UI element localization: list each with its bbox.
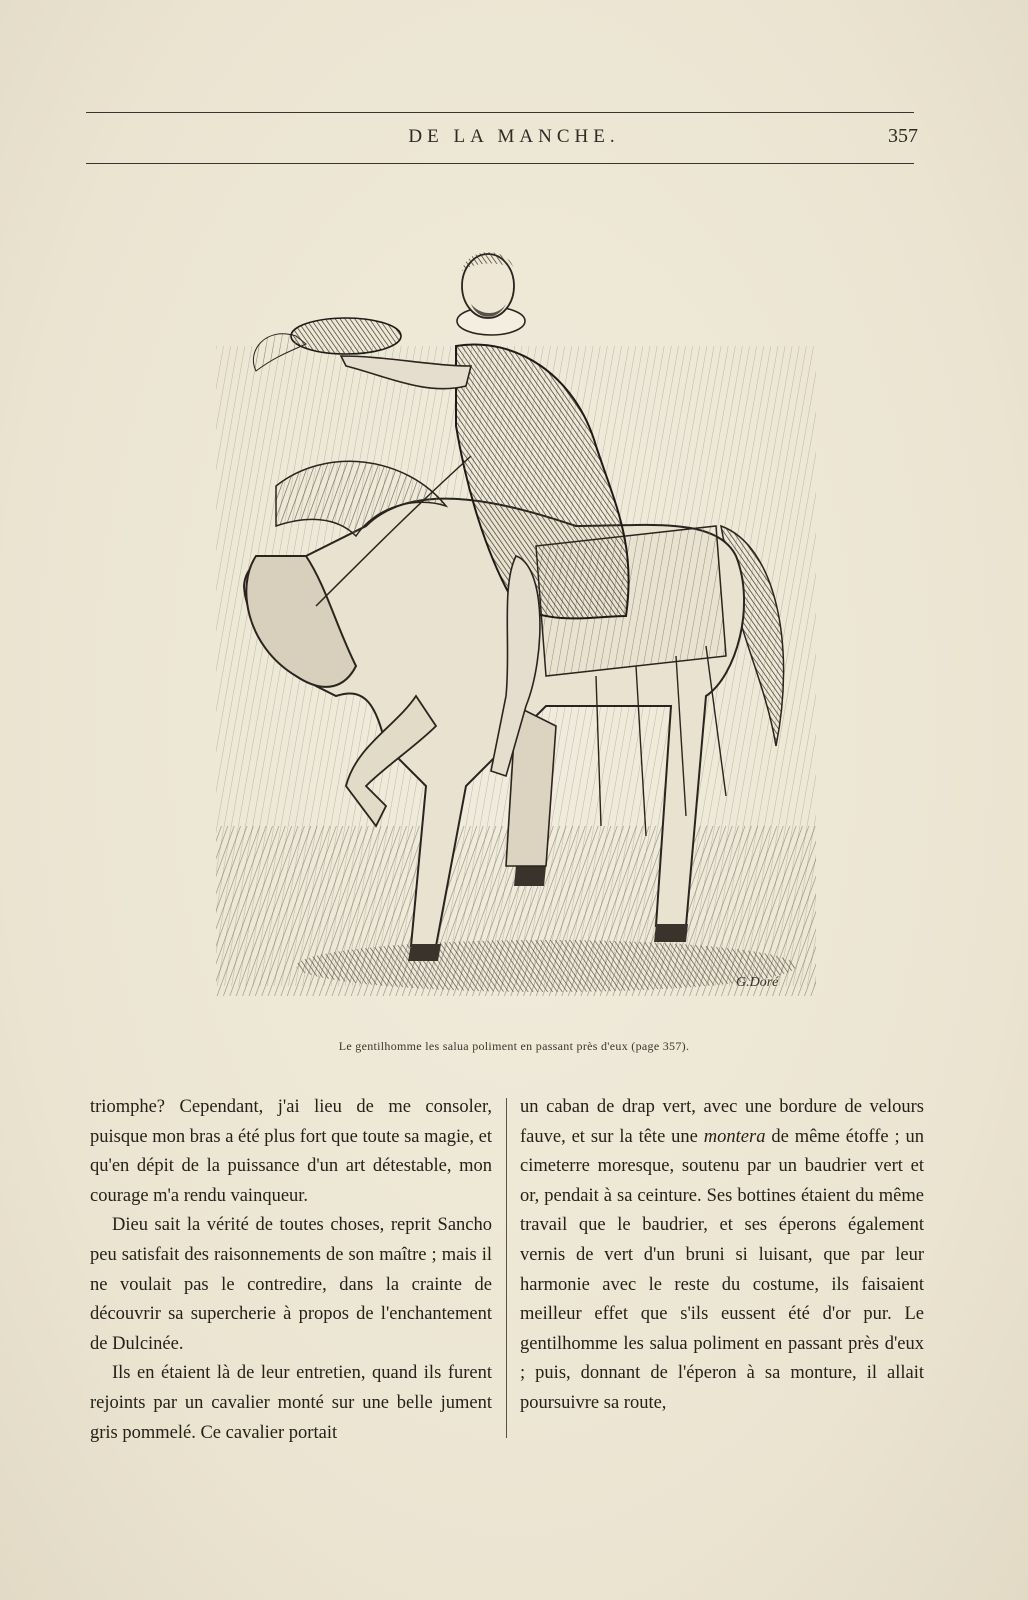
left-paragraph-3: Ils en étaient là de leur entretien, quand ils furent rejoints par un cavalier monté sur une belle jument gris pommelé. Ce cavalier portait bbox=[90, 1363, 492, 1443]
right-text-part-b: de même étoffe ; un cimeterre moresque, soutenu par un baudrier vert et or, pendait à sa ceinture. Ses bottines étaient du même travail que le baudrier, et ses éperons également vernis de vert d'un bruni si luisant, que par leur harmonie avec le reste du costume, ils faisaient meilleur effet que s'ils eussent été d'or pur. Le gentilhomme les salua poliment en passant près d'eux ; puis, donnant de l'éperon à sa monture, il allait poursuivre sa route, bbox=[520, 1126, 925, 1413]
running-header: DE LA MANCHE. bbox=[408, 126, 620, 147]
illustration-caption: Le gentilhomme les salua poliment en passant près d'eux (page 357). bbox=[338, 1039, 690, 1053]
right-text-column bbox=[520, 1093, 924, 1419]
right-text-part-a: un caban de drap vert, avec une bordure de velours fauve, et sur la tête une bbox=[520, 1097, 924, 1147]
header-rule-bottom bbox=[86, 163, 914, 164]
left-text-column bbox=[90, 1093, 492, 1448]
montera-word: montera bbox=[703, 1126, 766, 1147]
left-paragraph-1: triomphe? Cependant, j'ai lieu de me consoler, puisque mon bras a été plus fort que toute sa magie, et qu'en dépit de la puissance d'un art détestable, mon courage m'a rendu vainqueur. bbox=[90, 1097, 492, 1206]
left-paragraph-2: Dieu sait la vérité de toutes choses, reprit Sancho peu satisfait des raisonnements de son maître ; mais il ne voulait pas le contredire, dans la crainte de découvrir sa supercherie à propos de l'enchantement de Dulcinée. bbox=[90, 1215, 492, 1354]
right-paragraph-1 bbox=[520, 1093, 924, 1419]
header-rule-top bbox=[86, 112, 914, 113]
engraver-signature: G.Doré bbox=[736, 975, 779, 990]
page-number: 357 bbox=[888, 125, 918, 147]
column-divider bbox=[506, 1098, 507, 1438]
horseman-engraving-icon bbox=[216, 226, 816, 1016]
